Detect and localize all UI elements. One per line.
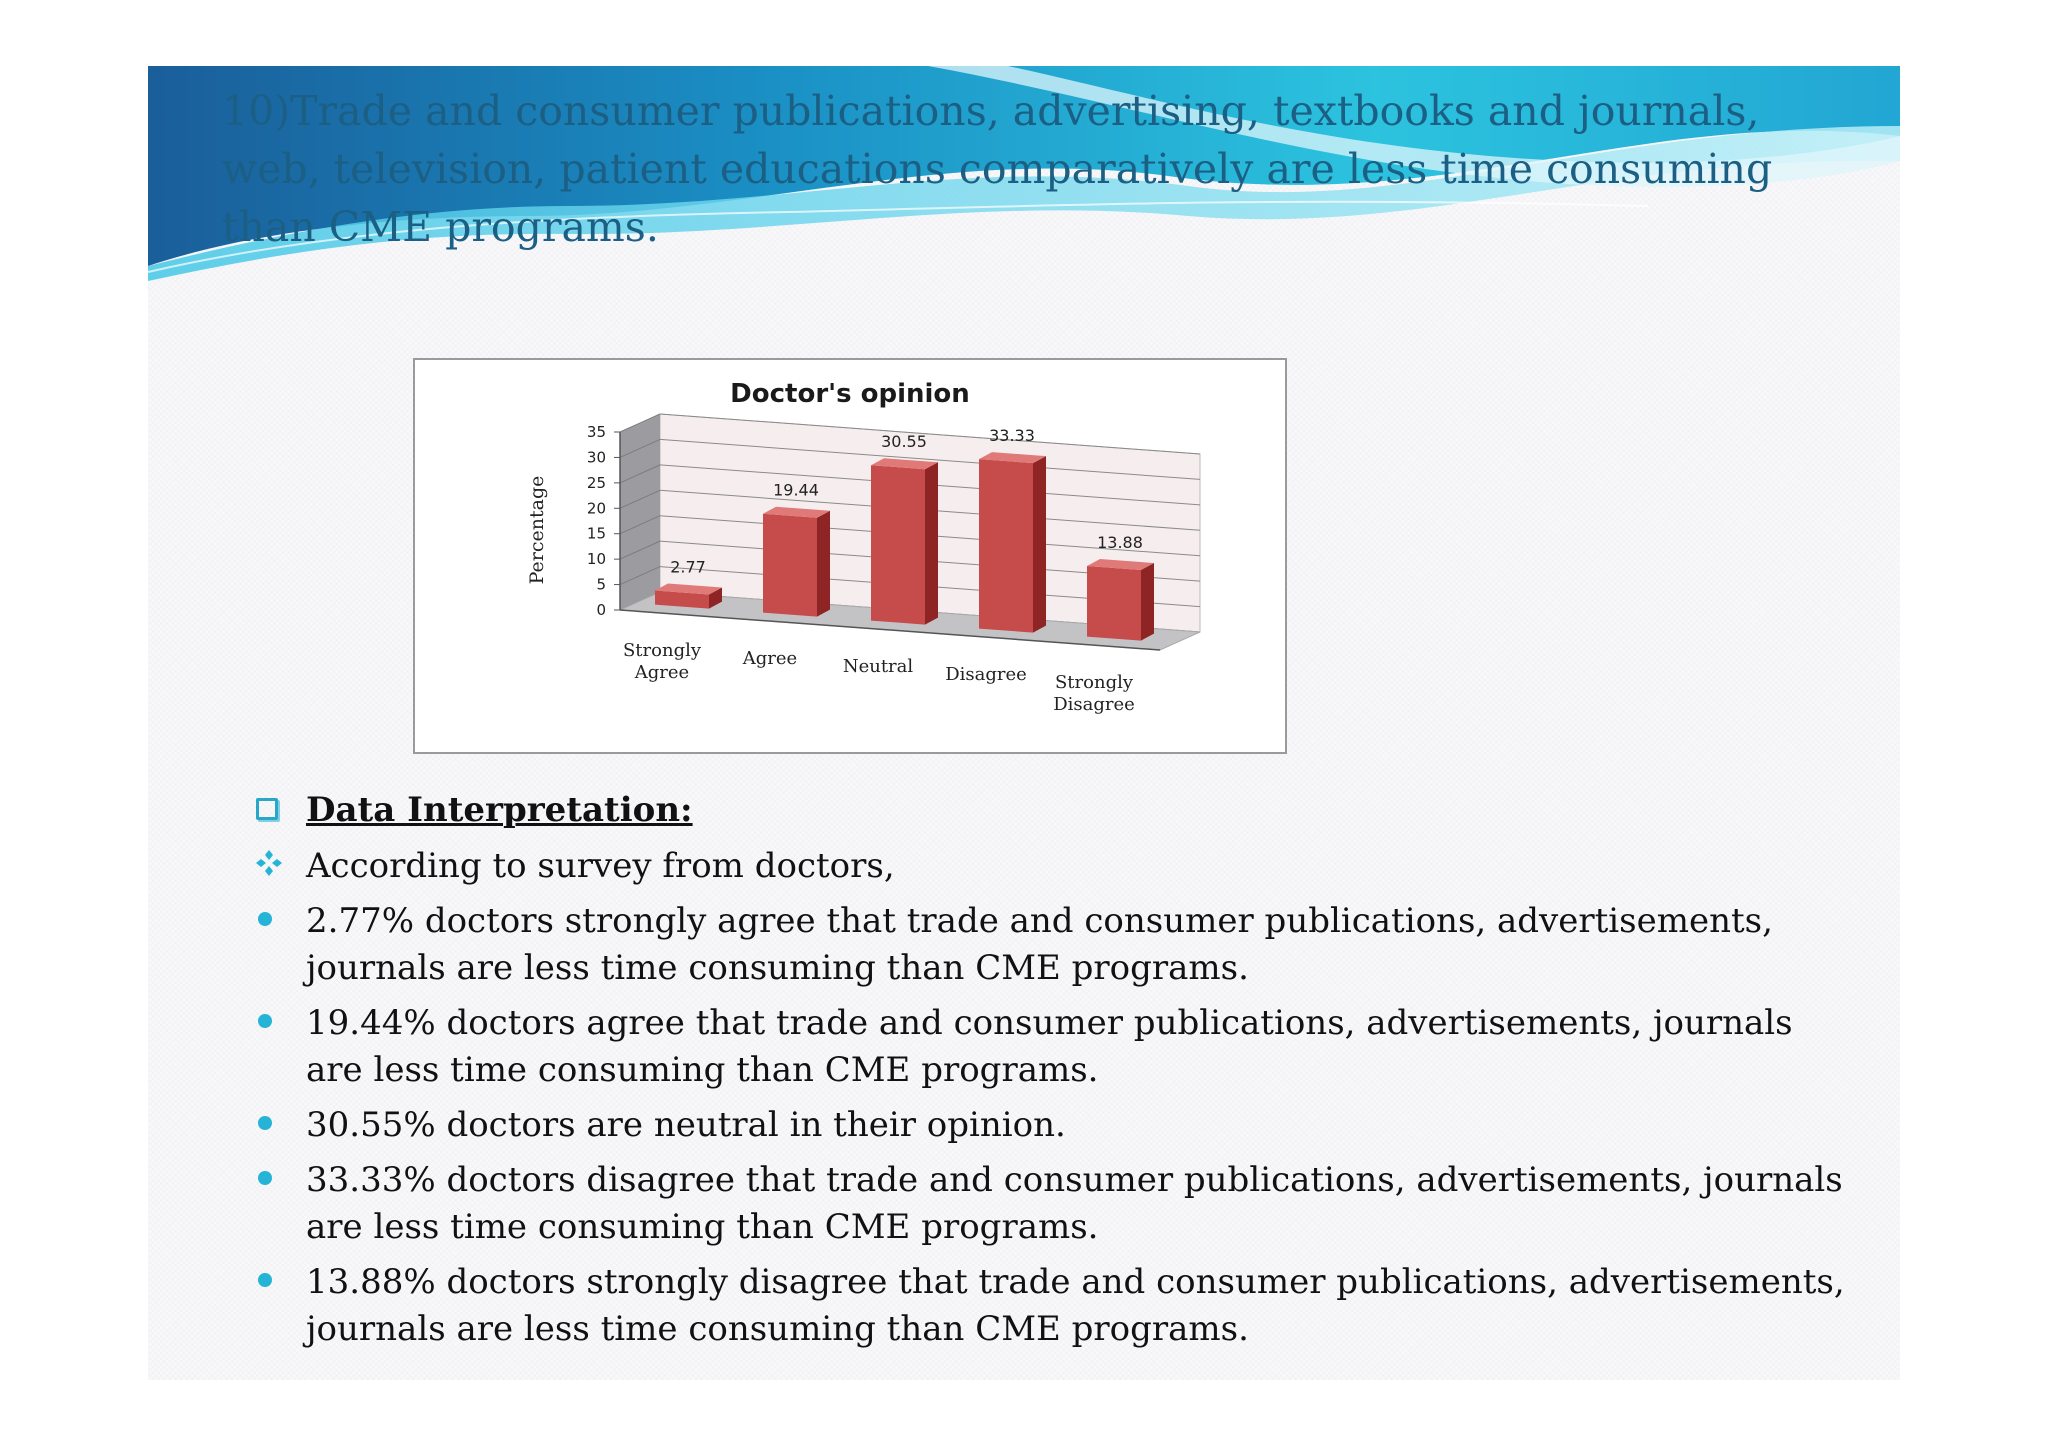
round-bullet-icon: [258, 1014, 272, 1028]
y-tick-label: 10: [586, 550, 606, 569]
x-tick-label: Disagree: [1053, 694, 1135, 715]
bar-side: [925, 462, 938, 624]
y-tick-label: 0: [596, 601, 606, 619]
data-label: 2.77: [670, 557, 706, 577]
four-diamond-bullet-icon: [254, 848, 284, 878]
interpretation-point: [306, 1259, 1846, 1353]
chart-side-wall: [620, 414, 660, 610]
interpretation-point-text: 33.33% doctors disagree that trade and consumer publications, advertisements, journals are less time consuming than CME programs.: [306, 1160, 1843, 1247]
slide: [148, 66, 1900, 1380]
interpretation-point-text: 13.88% doctors strongly disagree that trade and consumer publications, advertisements, journals are less time consuming than CME programs.: [306, 1262, 1845, 1349]
bar: [763, 514, 817, 617]
bar-chart: [415, 360, 1285, 752]
interpretation-point-text: 19.44% doctors agree that trade and consumer publications, advertisements, journals are less time consuming than CME programs.: [306, 1003, 1793, 1090]
data-label: 33.33: [989, 426, 1035, 446]
chart-title: Doctor's opinion: [730, 379, 970, 409]
bar-side: [1033, 456, 1046, 633]
y-axis-label: Percentage: [526, 475, 548, 585]
y-tick-label: 35: [586, 423, 606, 441]
interpretation-point: [306, 1000, 1846, 1094]
x-tick-label: Agree: [634, 662, 690, 683]
interpretation-point: [306, 1157, 1846, 1251]
interpretation-points: [306, 898, 1846, 1361]
bar: [871, 465, 925, 624]
bar: [979, 459, 1033, 633]
data-label: 19.44: [773, 480, 819, 500]
bar: [1087, 566, 1141, 641]
x-tick-label: Neutral: [842, 656, 914, 677]
y-tick-label: 15: [586, 524, 606, 543]
x-tick-label: Strongly: [1054, 672, 1134, 693]
y-tick-label: 5: [596, 575, 606, 594]
interpretation-point-text: 2.77% doctors strongly agree that trade and consumer publications, advertisements, journals are less time consuming than CME programs.: [306, 901, 1773, 988]
round-bullet-icon: [258, 1171, 272, 1185]
y-tick-label: 25: [586, 473, 606, 492]
data-label: 13.88: [1097, 533, 1143, 553]
interpretation-point: [306, 898, 1846, 992]
x-tick-label: Strongly: [622, 640, 702, 661]
round-bullet-icon: [258, 1273, 272, 1287]
slide-title: 10)Trade and consumer publications, advertising, textbooks and journals, web, television, patient educations comparatively are less time consuming than CME programs.: [222, 87, 1773, 251]
round-bullet-icon: [258, 912, 272, 926]
interpretation-section: [148, 786, 1900, 1366]
interpretation-point-text: 30.55% doctors are neutral in their opinion.: [306, 1105, 1066, 1145]
bar-side: [1141, 563, 1154, 641]
interpretation-heading: Data Interpretation:: [306, 790, 693, 830]
y-tick-label: 20: [586, 499, 606, 518]
y-tick-label: 30: [586, 448, 606, 467]
x-tick-label: Disagree: [945, 664, 1027, 685]
chart-frame: [413, 358, 1287, 754]
interpretation-intro: According to survey from doctors,: [306, 846, 895, 886]
x-tick-label: Agree: [742, 648, 798, 669]
bar-side: [817, 511, 830, 617]
round-bullet-icon: [258, 1116, 272, 1130]
data-label: 30.55: [881, 432, 927, 452]
square-bullet-icon: [256, 798, 278, 820]
interpretation-point: [306, 1102, 1846, 1149]
